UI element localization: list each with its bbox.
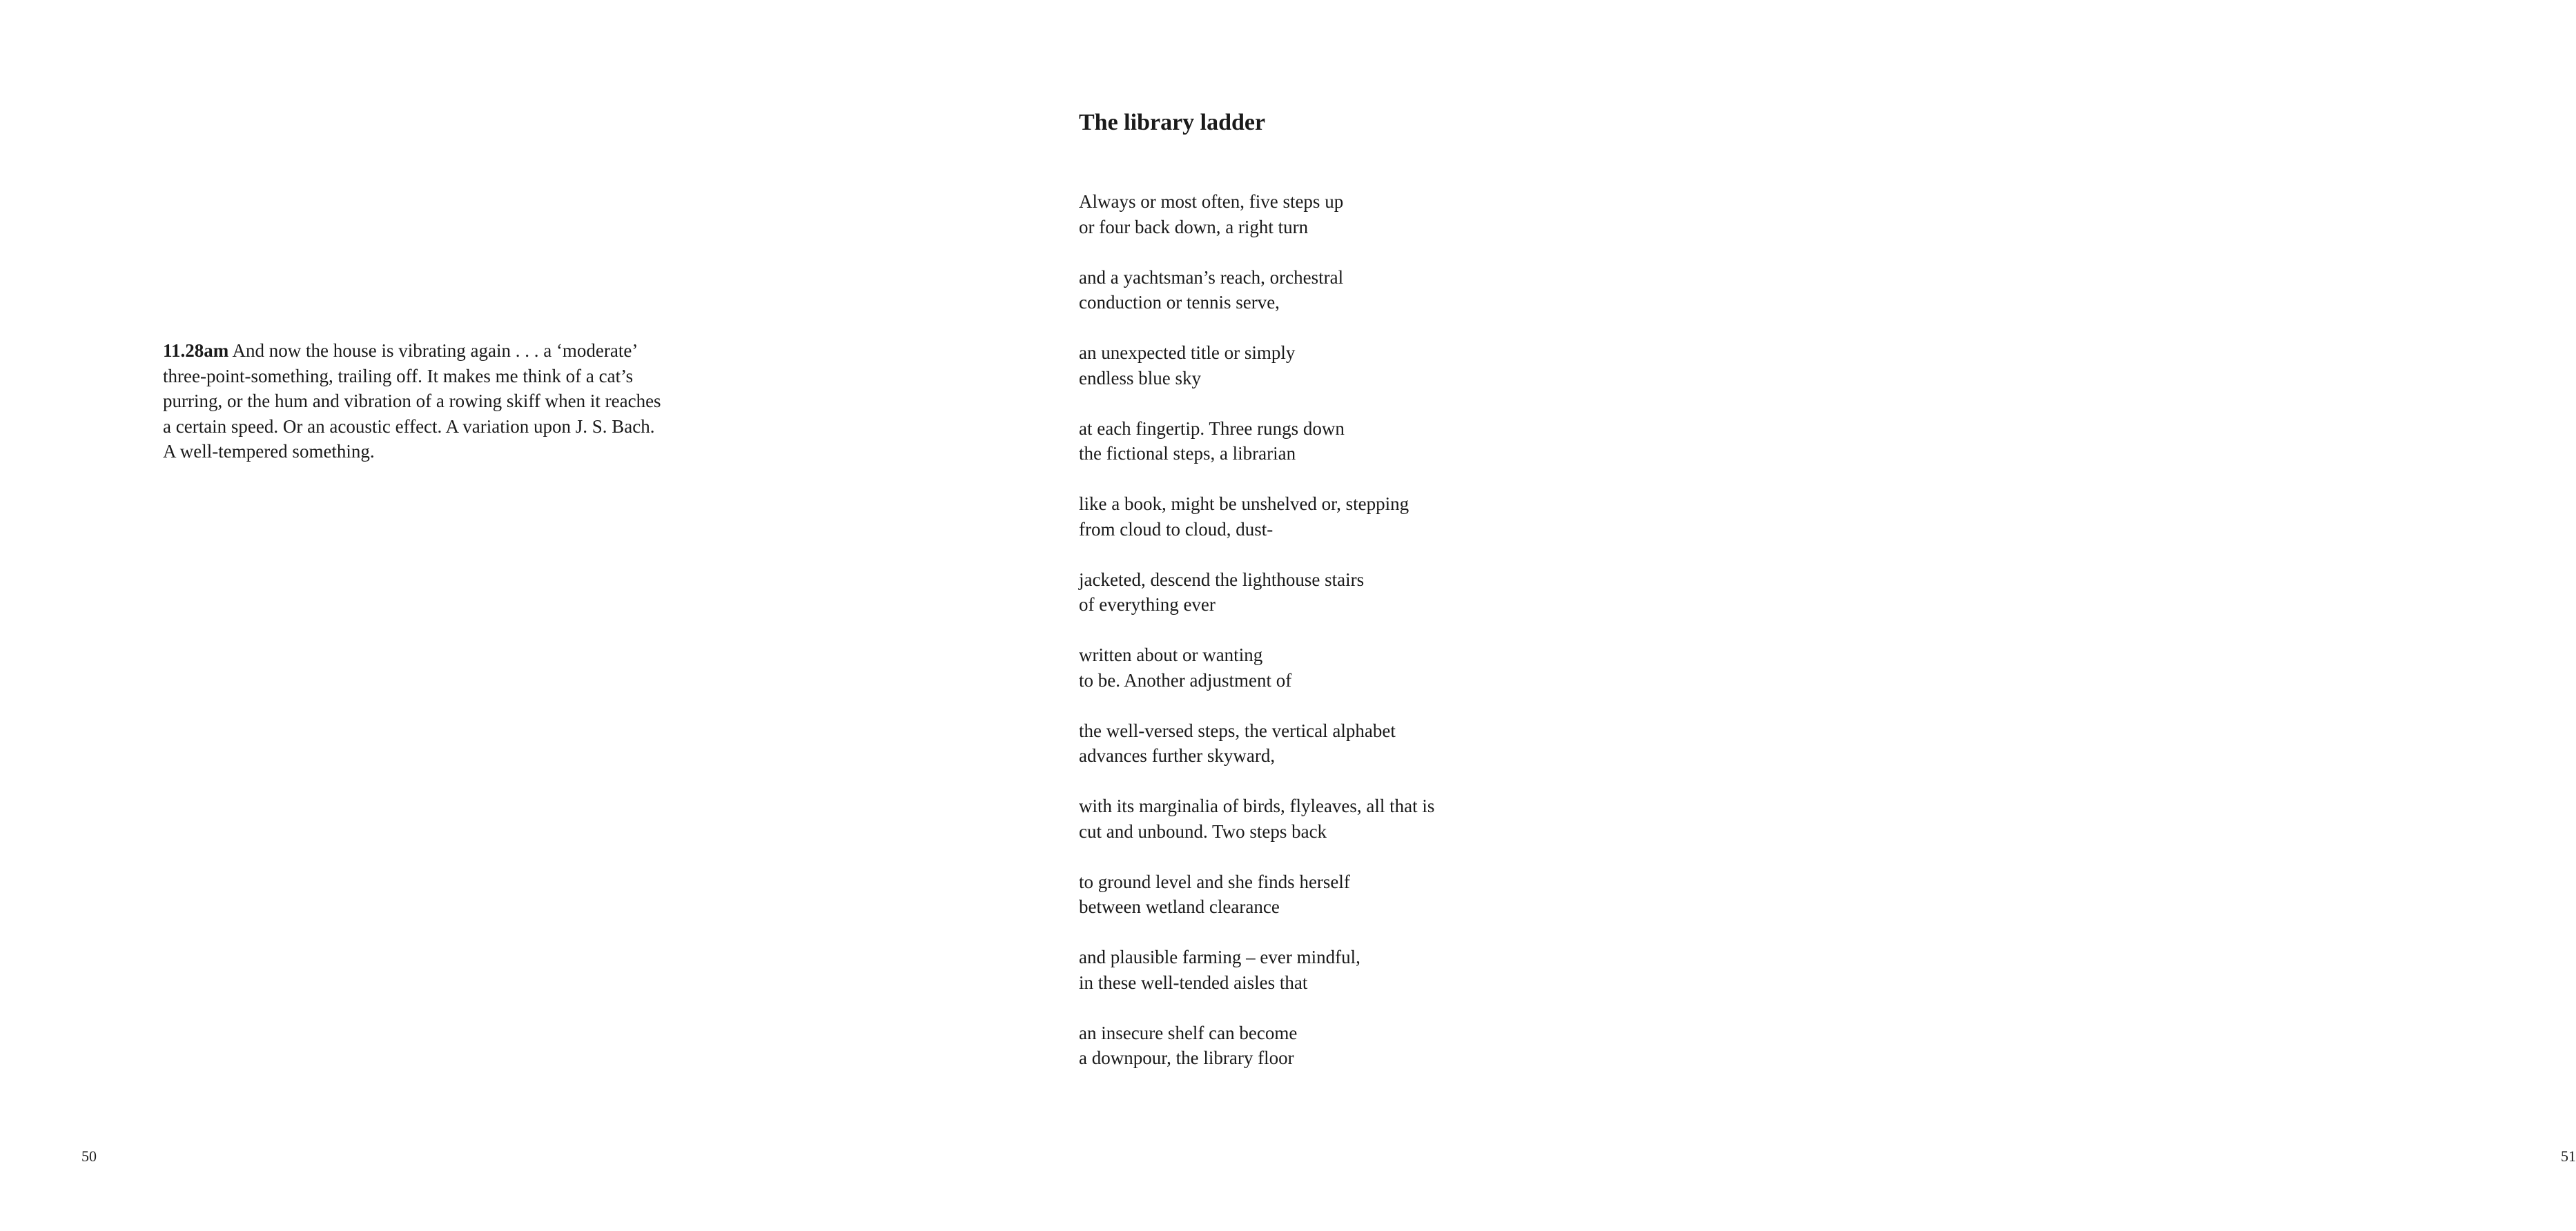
poem-line: endless blue sky [1079, 367, 1201, 388]
poem-stanza [1079, 1021, 1562, 1071]
page-number-right: 51 [2561, 1148, 2576, 1165]
poem-stanza [1079, 718, 1562, 769]
poem-line: of everything ever [1079, 594, 1216, 615]
poem-line: to be. Another adjustment of [1079, 669, 1292, 691]
journal-line [163, 338, 687, 364]
poem-line: to ground level and she finds herself [1079, 871, 1350, 892]
journal-entry [163, 338, 687, 464]
journal-text: And now the house is vibrating again . . . a ‘moderate’ [228, 340, 638, 361]
poem-line: the fictional steps, a librarian [1079, 443, 1296, 464]
poem-line: and a yachtsman’s reach, orchestral [1079, 266, 1344, 288]
poem-line: an insecure shelf can become [1079, 1022, 1298, 1043]
poem-stanza [1079, 416, 1562, 466]
poem-line: from cloud to cloud, dust- [1079, 518, 1274, 540]
right-page [884, 0, 2576, 1231]
journal-line: A well-tempered something. [163, 441, 375, 462]
journal-line: purring, or the hum and vibration of a rowing skiff when it reaches [163, 391, 661, 411]
left-page [0, 0, 884, 1231]
poem-line: with its marginalia of birds, flyleaves, all that is [1079, 796, 1435, 816]
poem-line: written about or wanting [1079, 644, 1263, 665]
poem-line: an unexpected title or simply [1079, 342, 1296, 363]
journal-line: three-point-something, trailing off. It makes me think of a cat’s [163, 365, 634, 386]
poem-stanza [1079, 869, 1562, 920]
poem-line: jacketed, descend the lighthouse stairs [1079, 569, 1365, 590]
entry-timestamp: 11.28am [163, 340, 229, 361]
poem-line: conduction or tennis serve, [1079, 292, 1280, 313]
poem-stanza [1079, 567, 1562, 618]
poem-line: in these well-tended aisles that [1079, 972, 1308, 993]
poem-line: cut and unbound. Two steps back [1079, 820, 1327, 842]
poem-line: and plausible farming – ever mindful, [1079, 947, 1360, 967]
poem-stanza [1079, 642, 1562, 693]
poem-body [1079, 189, 1562, 1096]
poem-stanza [1079, 189, 1562, 239]
poem-line: at each fingertip. Three rungs down [1079, 417, 1345, 439]
poem-stanza [1079, 945, 1562, 995]
poem-line: the well-versed steps, the vertical alphabet [1079, 720, 1396, 741]
poem-stanza [1079, 794, 1562, 844]
poem-line: advances further skyward, [1079, 745, 1276, 766]
poem-line: Always or most often, five steps up [1079, 191, 1344, 212]
poem-line: between wetland clearance [1079, 896, 1280, 917]
poem-stanza [1079, 265, 1562, 315]
page-number-left: 50 [81, 1148, 97, 1165]
poem-stanza [1079, 340, 1562, 391]
journal-line: a certain speed. Or an acoustic effect. A variation upon J. S. Bach. [163, 415, 655, 437]
poem-title: The library ladder [1079, 110, 1266, 135]
poem-line: like a book, might be unshelved or, stepping [1079, 493, 1409, 514]
poem-line: or four back down, a right turn [1079, 216, 1309, 237]
poem-line: a downpour, the library floor [1079, 1047, 1294, 1068]
poem-stanza [1079, 491, 1562, 542]
